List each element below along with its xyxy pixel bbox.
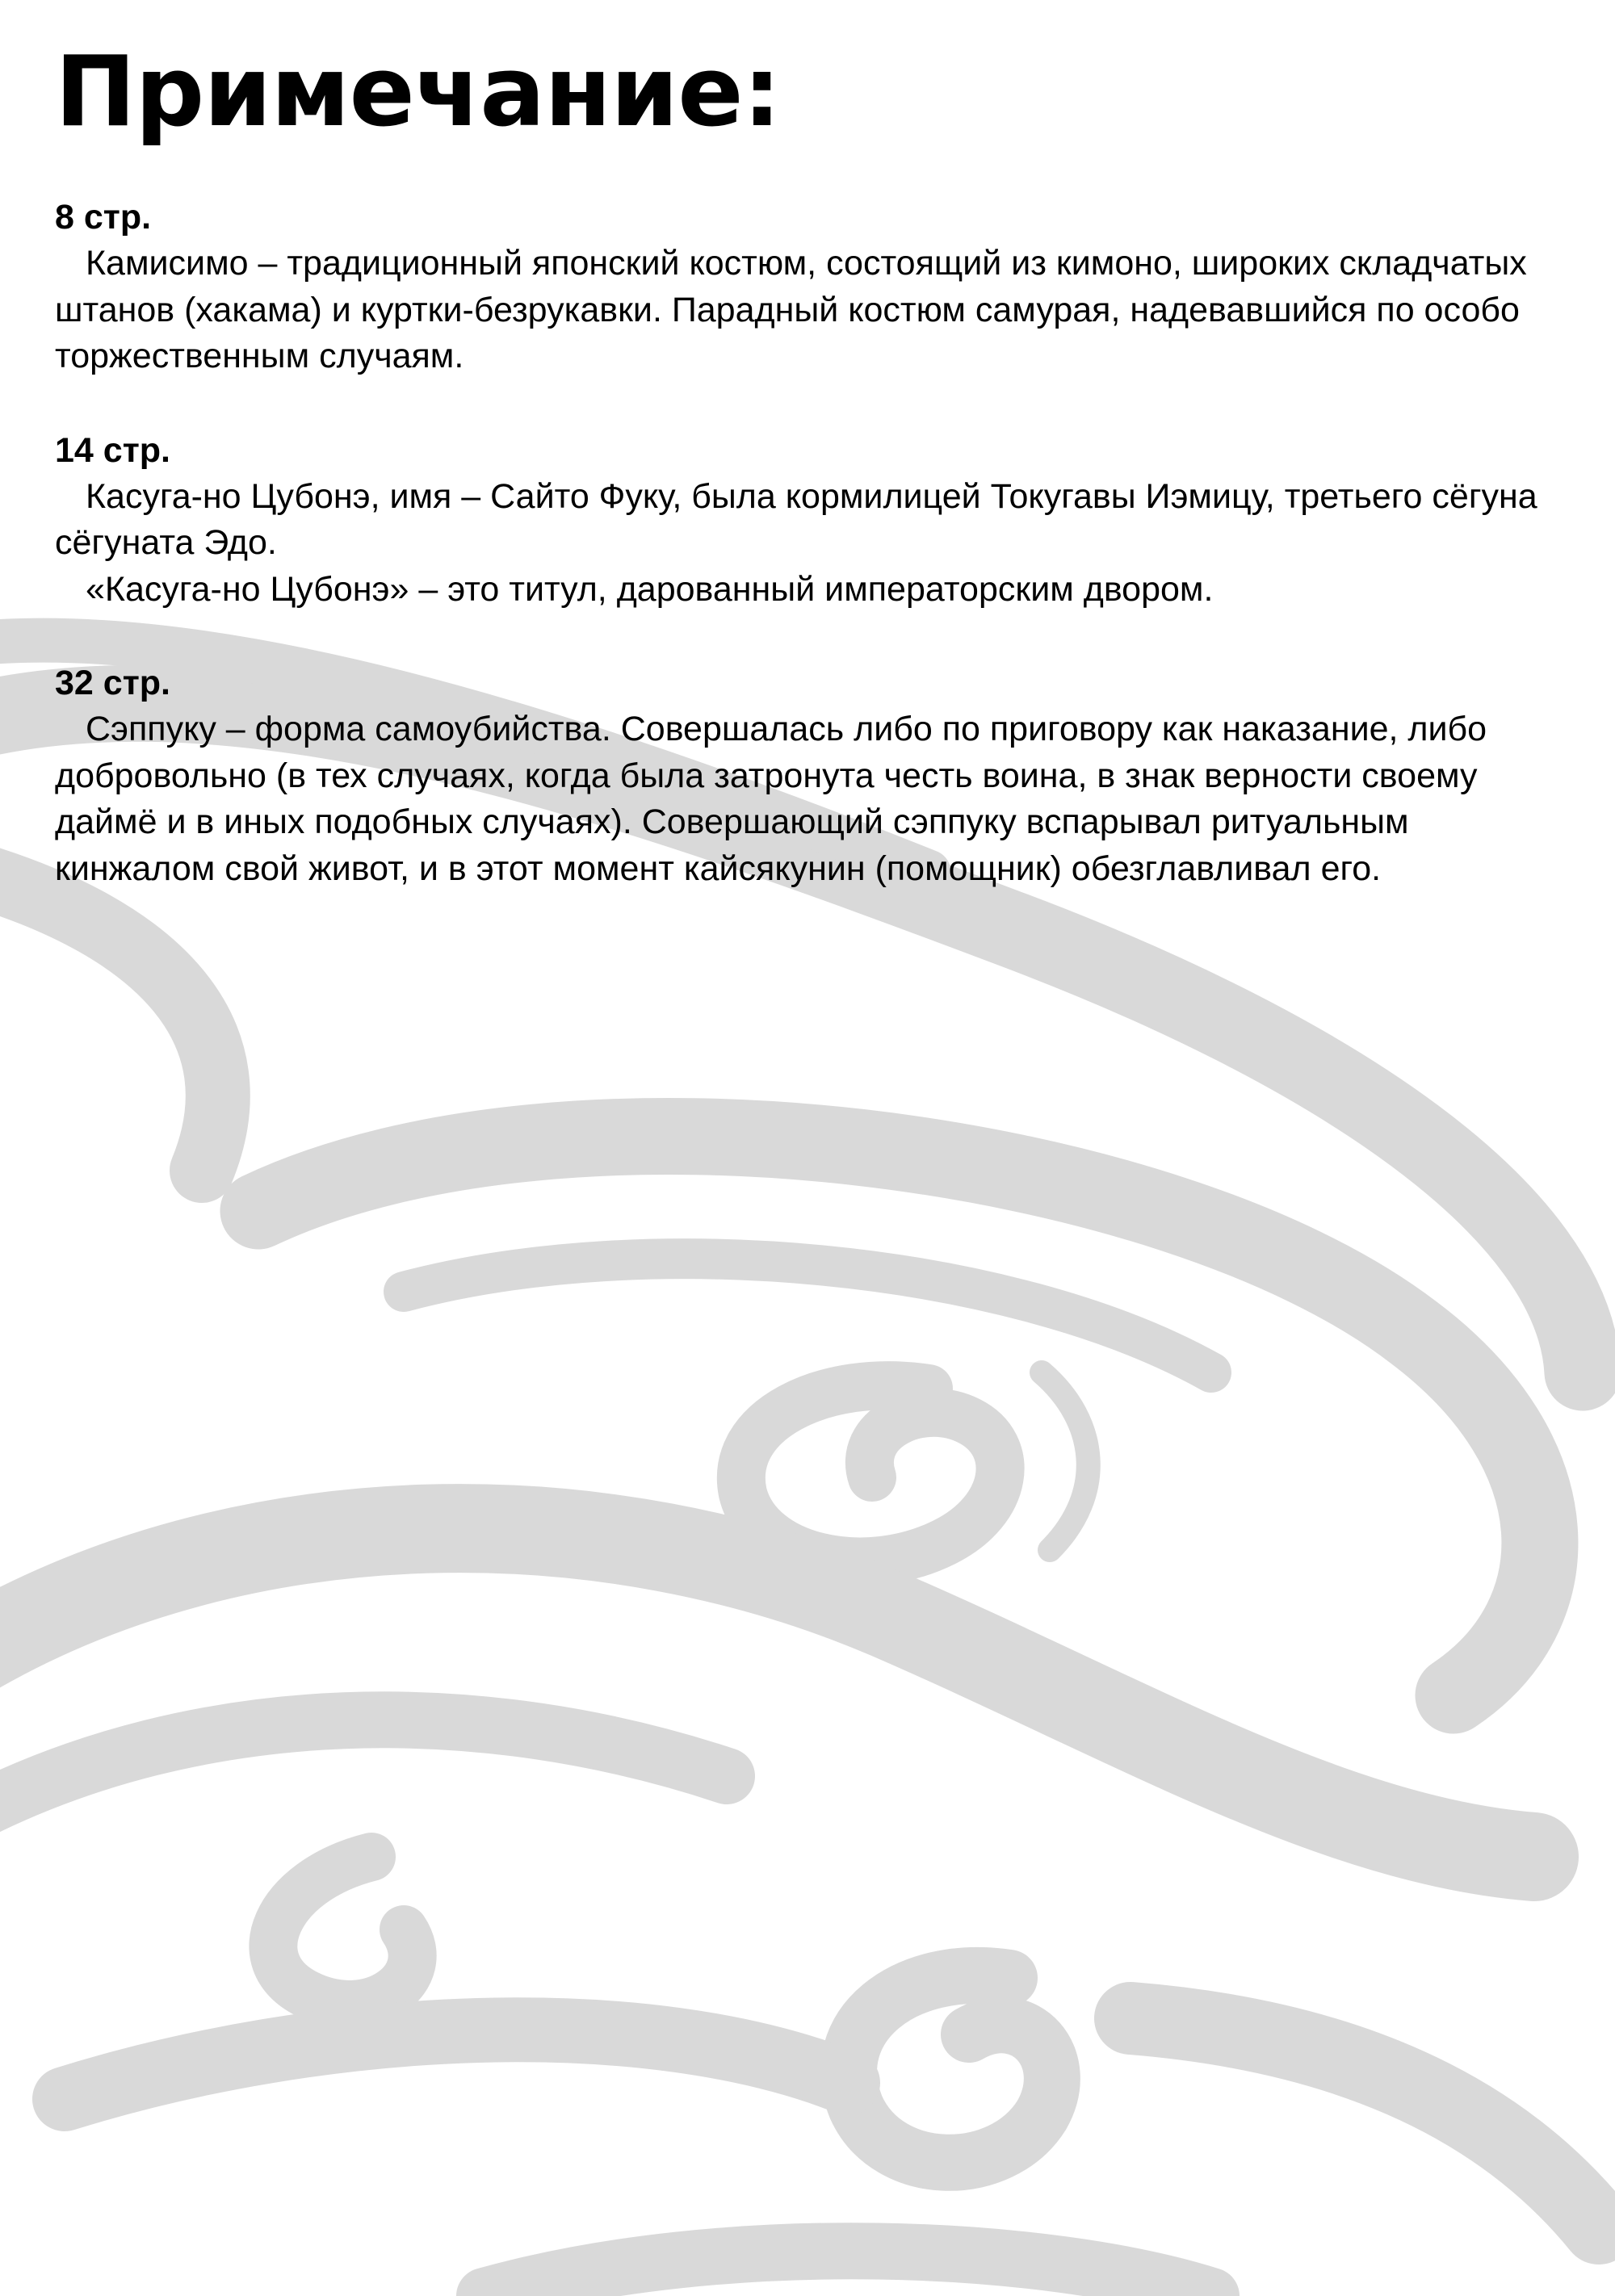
- note-page-number: 32 стр.: [55, 664, 170, 702]
- wave-band-bottom-right: [1130, 2018, 1599, 2228]
- spiral-lower-left: [273, 1857, 412, 2005]
- note-text: Касуга-но Цубонэ, имя – Сайто Фуку, была кормилицей Токугавы Иэмицу, третьего сёгуна сёгуната Эдо.: [55, 476, 1537, 562]
- notes-page: [55, 32, 1573, 892]
- wave-band-left-top: [0, 872, 218, 1171]
- wave-band-lower-2: [0, 1720, 727, 1816]
- spiral-lower-right: [849, 1975, 1052, 2163]
- note-page-8: [55, 194, 1573, 380]
- page-title: Примечание:: [55, 36, 781, 149]
- note-text: Камисимо – традиционный японский костюм, состоящий из кимоно, широких складчатых штанов (хакама) и куртки-безрукавки. Парадный костюм самурая, надевавшийся по особо торжественным случаям.: [55, 244, 1527, 375]
- note-page-14: [55, 427, 1573, 614]
- note-page-number: 8 стр.: [55, 198, 152, 237]
- note-text: «Касуга-но Цубонэ» – это титул, дарованный императорским двором.: [86, 569, 1214, 609]
- spiral-center-tail: [1042, 1372, 1089, 1550]
- wave-band-inner: [404, 1259, 1211, 1372]
- note-text: Сэппуку – форма самоубийства. Совершалась либо по приговору как наказание, либо добровольно (в тех случаях, когда была затронута честь воина, в знак верности своему даймё и в иных подобных случаях). Совершающий сэппуку вспарывал ритуальным кинжалом свой живот, и в этот момент кайсякунин (помощник) обезглавливал его.: [55, 710, 1487, 888]
- note-page-32: [55, 660, 1573, 892]
- wave-band-bottom: [65, 2030, 848, 2099]
- wave-band-bottom-edge: [484, 2251, 1211, 2296]
- note-page-number: 14 стр.: [55, 430, 170, 470]
- wave-band-lower: [0, 1528, 1534, 1857]
